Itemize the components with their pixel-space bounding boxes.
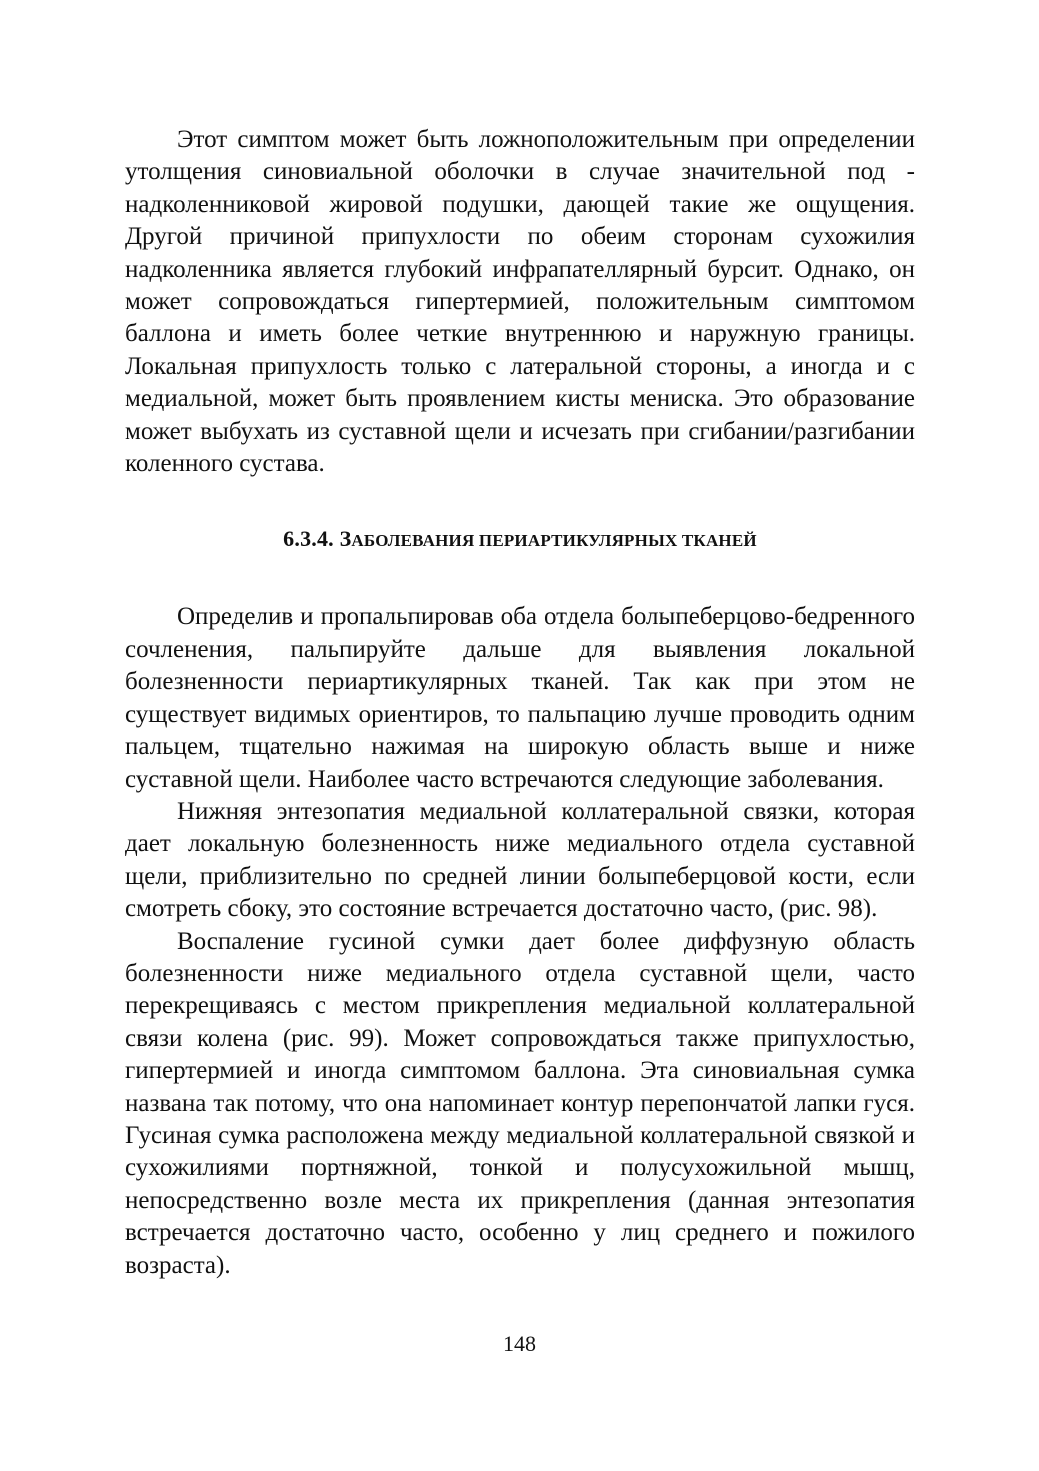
page-body (125, 124, 915, 1282)
heading-title: АБОЛЕВАНИЯ ПЕРИАРТИКУЛЯРНЫХ ТКАНЕЙ (351, 531, 757, 551)
paragraph-palpation: Определив и пропальпировав оба отдела болыпеберцово-бедренного сочленения, пальпируйте дальше для выявления локальной болезненности периартикулярных тканей. Так как при этом не существует видимых ориентиров, то пальпацию лучше проводить одним пальцем, тщательно нажимая на широкую область выше и ниже суставной щели. Наиболее часто встречаются следующие заболевания. (125, 603, 915, 793)
page-number: 148 (503, 1331, 536, 1356)
section-number: 6.3.4. (283, 526, 340, 552)
paragraph-pes-anserine-bursitis: Воспаление гусиной сумки дает более диффузную область болезненности ниже медиального отдела суставной щели, часто перекрещиваясь с местом прикрепления медиальной коллатеральной связи колена (рис. 99). Может сопровождаться также припухлостью, гипертермией и иногда симптомом баллона. Эта синовиальная сумка названа так потому, что она напоминает контур перепончатой лапки гуся. Гусиная сумка расположена между медиальной коллатеральной связкой и сухожилиями портняжной, тонкой и полусухожильной мышц, непосредственно возле места их прикрепления (данная энтезопатия встречается достаточно часто, особенно у лиц среднего и пожилого возраста). (125, 927, 915, 1279)
section-heading (125, 523, 915, 557)
paragraph-false-positive-symptom: Этот симптом может быть ложноположительным при определении утолщения синовиальной оболочки в случае значительной под - надколенниковой жировой подушки, дающей такие же ощущения. Другой причиной припухлости по обеим сторонам сухожилия надколенника является глубокий инфрапателлярный бурсит. Однако, он может сопровождаться гипертермией, положительным симптомом баллона и иметь более четкие внутреннюю и наружную границы. Локальная припухлость только с латеральной стороны, а иногда и с медиальной, может быть проявлением кисты мениска. Это образование может выбухать из суставной щели и исчезать при сгибании/разгибании коленного сустава. (125, 126, 915, 478)
paragraph-enthesopathy: Нижняя энтезопатия медиальной коллатеральной связки, которая дает локальную болезненность ниже медиального отдела суставной щели, приблизительно по средней линии болыпеберцовой кости, если смотреть сбоку, это состояние встречается достаточно часто, (рис. 98). (125, 797, 915, 923)
heading-first-letter: З (339, 526, 352, 552)
